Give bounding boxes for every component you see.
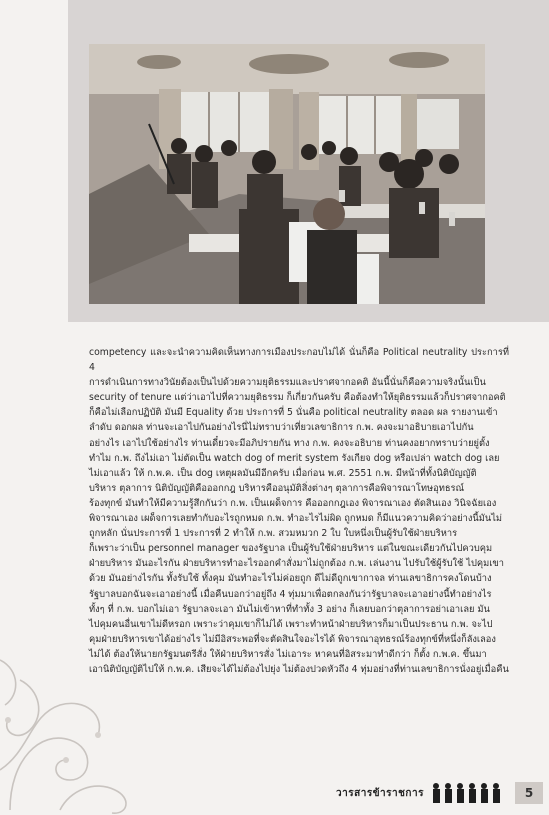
body-line: ด้วย มันอย่างไรกัน ทั้งรับใช้ ทั้งคุม มันทำอะไรไม่ค่อยถูก ดีไม่ดีถูกเขากาจล ท่านเลขาธิการคงโดนบ้าง [89,573,492,585]
conference-photo-illustration [89,44,485,304]
body-line: ไม่ได้ ต้องให้นายกรัฐมนตรีสั่ง ให้ฝ่ายบริหารสั่ง ไม่เอาระ หาคนที่อิสระมาทำดีกว่า ก็ตั้ง ก.พ.ค. ขึ้นมา [89,648,487,660]
page-number: 5 [515,782,543,804]
body-line: ทำไม ก.พ. ถึงไม่เอา ไม่ตัดเป็น watch dog of merit system รังเกียจ dog หรือเปล่า watch dog เลย [89,452,500,464]
journal-title: วารสารข้าราชการ [336,787,424,799]
article-body [89,345,509,677]
body-line: บริหาร ตุลาการ นิติบัญญัติคือออกกฎ บริหารคืออนุมัติสิ่งต่างๆ ตุลาการคือพิจารณาโทษอุทธรณ์ [89,482,465,494]
body-line: ทั้งๆ ที่ ก.พ. บอกไม่เอา รัฐบาลจะเอา มันไม่เข้าหาที่ทำทั้ง 3 อย่าง ก็เลยบอกว่าตุลาการอย่าเอาเลย มัน [89,603,490,615]
body-line: พิจารณาเอง เผด็จการเลยทำกับอะไรถูกหมด ก.พ. ทำอะไรไม่ผิด ถูกหมด ก็มีแนวความคิดว่าอย่างนี้มันไม่ [89,513,503,525]
body-line: ร้องทุกข์ มันทำให้มีความรู้สึกกันว่า ก.พ. เป็นเผด็จการ คือออกกฎเอง พิจารณาเอง ตัดสินเอง วินิจฉัยเอง [89,497,497,509]
body-line: การดำเนินการทางวินัยต้องเป็นไปด้วยความยุติธรรมและปราศจากอคติ อันนี้นั่นก็คือความจริงนั้นเป็น [89,377,486,389]
body-line: เอานิติบัญญัติไปให้ ก.พ.ค. เสียจะได้ไม่ต้องไปยุ่ง ไม่ต้องปวดหัวถึง 4 ทุ่มอย่างที่ท่านเลขาธิการนั่งอยู่เมื่อคืน [89,663,509,675]
body-line: ไม่เอาแล้ว ให้ ก.พ.ค. เป็น dog เหตุผลมันมีอีกครับ เมื่อก่อน พ.ศ. 2551 ก.พ. มีหน้าที่ทั้งนิติบัญญัติ [89,467,477,479]
body-line: ถูกหลัก นั่นประการที่ 1 ประการที่ 2 ทำให้ ก.พ. สวมหมวก 2 ใบ ใบหนึ่งเป็นผู้รับใช้ฝ่ายบริหาร [89,528,458,540]
body-line: security of tenure แต่ว่าเอาไปที่ความยุติธรรม ก็เกี่ยวกันครับ คือต้องทำให้ยุติธรรมแล้วก็ปราศจากอคติ [89,392,506,404]
conference-room-photo [89,44,485,304]
body-line: คุมฝ่ายบริหารเขาได้อย่างไร ไม่มีอิสระพอที่จะตัดสินใจอะไรได้ พิจารณาอุทธรณ์ร้องทุกข์ที่หนึ่งก็ลังเลอง [89,633,496,645]
body-line: ลำดับ ดอกผล ท่านจะเอาไปกันอย่างไรนี่ไม่ทราบว่าเที่ยวเลขาธิการ ก.พ. คงจะมาอธิบายเอาไปกัน [89,422,474,434]
footer-bar [330,780,549,806]
floral-swirl-ornament-icon [0,620,150,815]
body-line: ก็เพราะว่าเป็น personnel manager ของรัฐบาล เป็นผู้รับใช้ฝ่ายบริหาร แต่ในขณะเดียวกันไปควบคุม [89,543,493,555]
body-line: ก็คือไม่เลือกปฏิบัติ มันมี Equality ด้วย ประการที่ 5 นั่นคือ political neutrality ตลอด ผล รายงานเข้า [89,407,498,419]
body-line: รัฐบาลบอกฉันจะเอาอย่างนี้ เมื่อคืนบอกว่าอยู่ถึง 4 ทุ่มมาเพื่อตกลงกันว่ารัฐบาลจะเอาอย่างนี้ทำอย่างไร [89,588,492,600]
body-line: อย่างไร เอาไปใช้อย่างไร ท่านเดี๋ยวจะมีอภิปรายกัน ทาง ก.พ. คงจะอธิบาย ท่านคงอยากทราบว่ายยู่ตั้ง [89,437,490,449]
body-line: ไปคุมคนอื่นเขาไม่ดีหรอก เพราะว่าคุมเขาก็ไม่ได้ เพราะทำหน้าฝ่ายบริหารก็มาเป็นประธาน ก.พ. จะไป [89,618,493,630]
body-line: competency และจะนำความคิดเห็นทางการเมืองประกอบไม่ได้ นั่นก็คือ Political neutrality ประการที่ 4 [89,347,509,374]
body-line: ฝ่ายบริหาร มันอะไรกัน ฝ่ายบริหารทำอะไรออกคำสั่งมาไม่ถูกต้อง ก.พ. เล่นงาน ไปรับใช้ผู้รับใช้ ไปคุมเขา [89,558,504,570]
